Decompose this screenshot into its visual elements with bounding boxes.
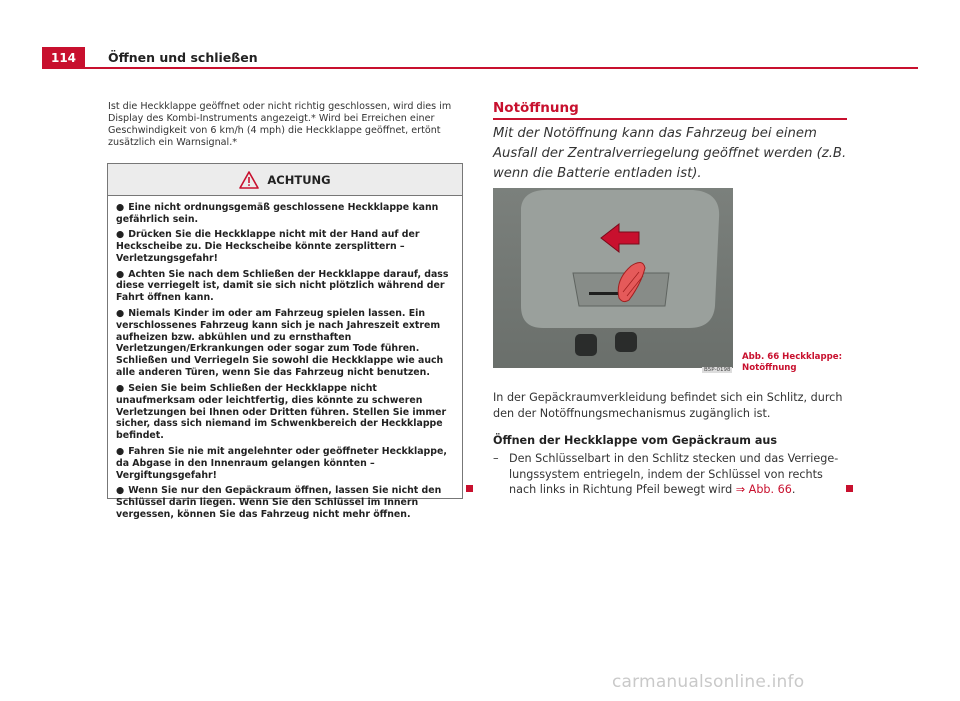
warning-item-text: Achten Sie nach dem Schließen der Heckklappe darauf, dass diese verriegelt ist, damit sie sich nicht plötzlich während der Fahrt öffnen kann. [116,268,449,304]
warning-title: ACHTUNG [267,172,331,187]
bullet: ● [116,268,125,280]
warning-item-text: Niemals Kinder im oder am Fahrzeug spielen lassen. Ein verschlossenes Fahrzeug kann sich je nach Jahreszeit extrem aufheizen bzw. abkühlen und zu ernsthaften Verletzungen/Erkrankungen oder sogar zum Tode führen. Schließen und Verriegeln Sie sowohl die Heckklappe wie auch alle anderen Türen, wenn Sie das Fahrzeug nicht benutzen. [116,307,444,379]
figure-caption-text: Heckklappe: Notöffnung [742,352,843,373]
figure-emergency-release [493,188,733,368]
subheading: Öffnen der Heckklappe vom Gepäckraum aus [493,434,778,447]
page-number: 114 [42,47,85,68]
warning-item-text: Seien Sie beim Schließen der Heckklappe nicht unaufmerksam oder leichtfertig, dies könnte zu schweren Verletzungen bei Ihnen oder Dritten führen. Stellen Sie immer sicher, dass sich niemand im Schwenkbereich der Heckklappe befindet. [116,382,447,442]
bullet: ● [116,382,125,394]
section-end-marker [846,485,853,492]
warning-item-text: Fahren Sie nie mit angelehnter oder geöffneter Heckklappe, da Abgase in den Innenraum gelangen könnten – Vergiftungsgefahr! [116,445,447,481]
figure-code: B5P-0198 [704,367,731,373]
figure-caption [742,352,852,373]
figure-number: Abb. 66 [742,352,780,362]
step-end: . [791,483,796,496]
warning-item [116,485,456,521]
bumper-block-right [615,332,637,352]
watermark: carmanualsonline.info [612,672,805,692]
warning-item [116,202,456,226]
step-dash: – [493,452,499,465]
warning-item-text: Eine nicht ordnungsgemäß geschlossene Heckklappe kann gefährlich sein. [116,202,439,225]
section-end-marker [466,485,473,492]
bullet: ● [116,307,125,319]
warning-item-text: Wenn Sie nur den Gepäckraum öffnen, lassen Sie nicht den Schlüssel darin liegen. Wenn Sie den Schlüssel im Innern vergessen, können Sie das Fahrzeug nicht mehr öffnen. [116,484,442,520]
section-lead: Mit der Notöffnung kann das Fahrzeug bei einem Ausfall der Zentralverriegelung geöffnet werden (z.B. wenn die Batterie entladen ist). [493,126,847,181]
intro-paragraph: Ist die Heckklappe geöffnet oder nicht richtig geschlossen, wird dies im Display des Kombi-Instruments angezeigt.* Wird bei Erreichen einer Geschwindigkeit von 6 km/h (4 mph) die Heckklappe geöffnet, ertönt zusätzlich ein Warnsignal.* [108,101,452,149]
warning-item [116,229,456,265]
warning-header [108,164,462,196]
warning-box [107,163,463,520]
warning-item-text: Drücken Sie die Heckklappe nicht mit der Hand auf der Heckscheibe zu. Die Heckscheibe könnte zersplittern – Verletzungsgefahr! [116,229,420,265]
chapter-title: Öffnen und schließen [108,50,258,65]
header-divider [42,67,918,69]
bullet: ● [116,484,125,496]
warning-item [116,446,456,482]
section-title: Notöffnung [493,100,579,116]
warning-list [108,196,462,521]
body-paragraph: In der Gepäckraumverkleidung befindet sich ein Schlitz, durch den der Notöffnungsmechanismus zugänglich ist. [493,391,843,420]
step-text: Den Schlüsselbart in den Schlitz stecken und das Verriegelungssystem entriegeln, indem der Schlüssel von rechts nach links in Richtung Pfeil bewegt wird [509,452,839,496]
warning-triangle-icon [239,171,259,189]
bullet: ● [116,229,125,241]
instruction-step [493,451,853,498]
warning-item [116,308,456,379]
bullet: ● [116,445,125,457]
figure-reference-link[interactable]: ⇒ Abb. 66 [735,483,792,496]
section-divider [493,118,847,120]
warning-item [116,383,456,443]
warning-item [116,269,456,305]
bumper-block-left [575,334,597,356]
trim-panel [521,190,719,328]
step-text-container [509,451,853,498]
bullet: ● [116,202,125,213]
